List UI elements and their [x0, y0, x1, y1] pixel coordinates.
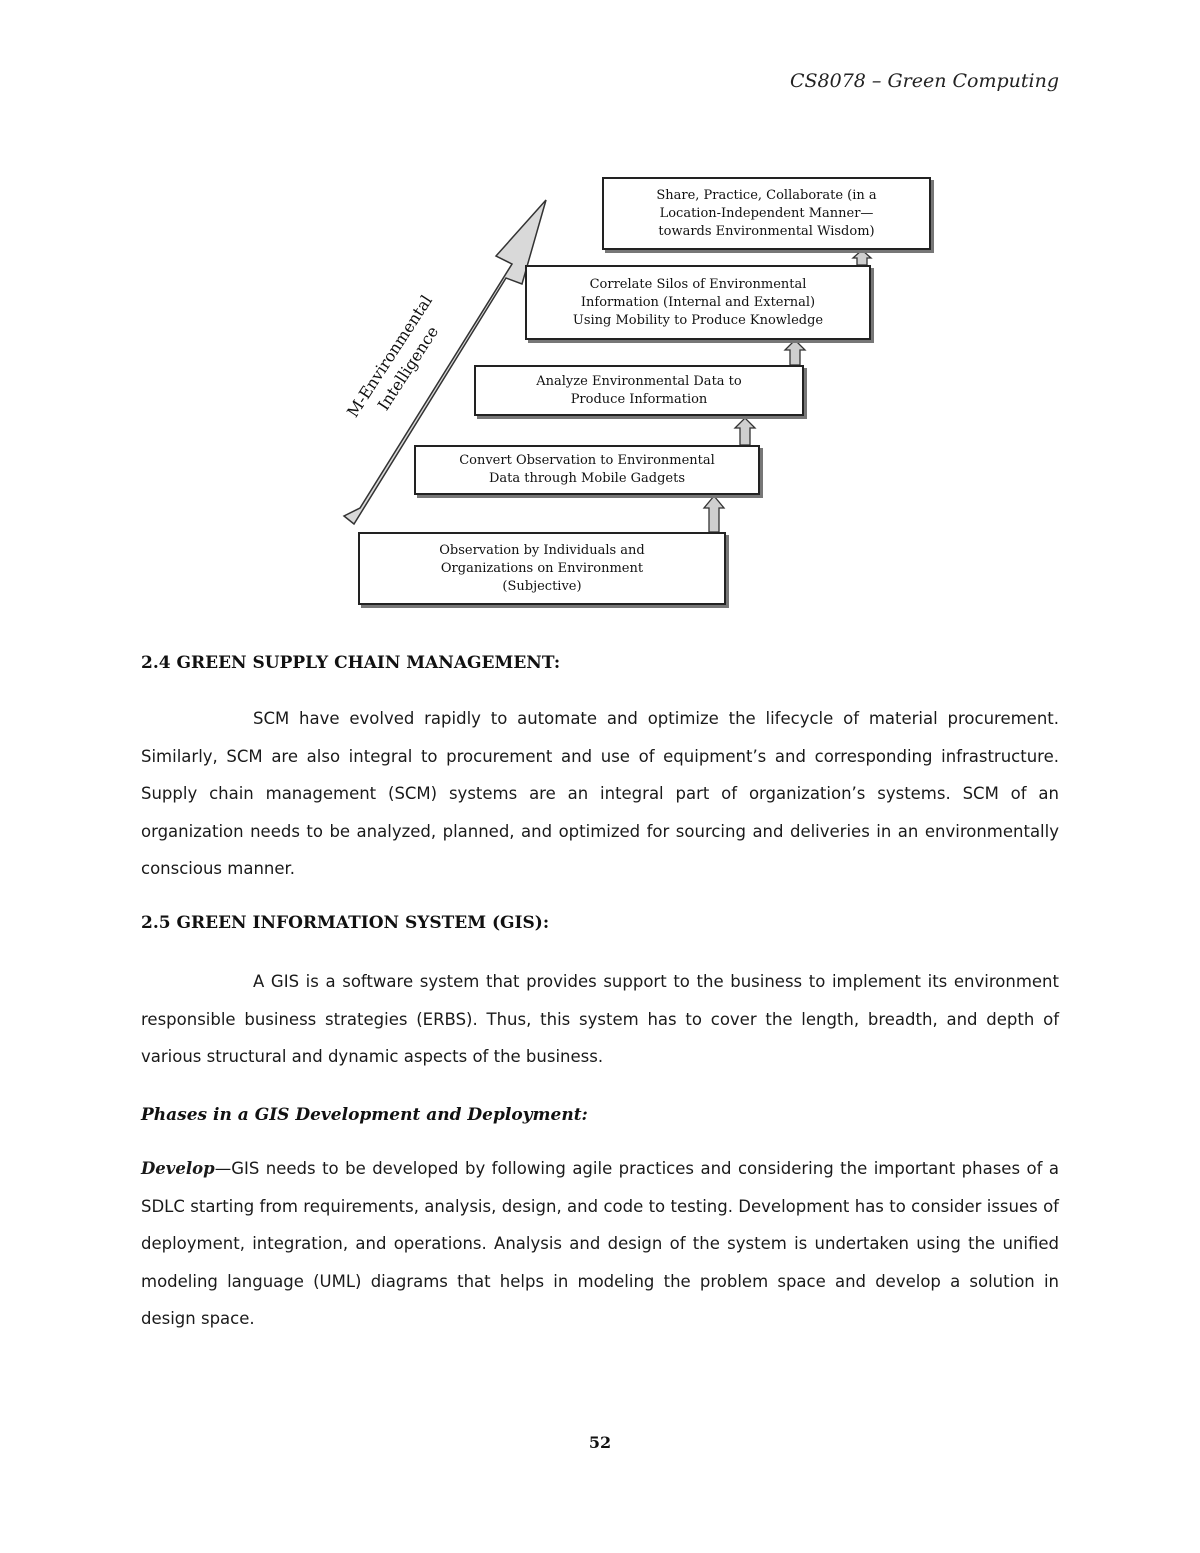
- step-text: Analyze Environmental Data to Produce Information: [536, 373, 742, 407]
- axis-label: M-Environmental Intelligence: [342, 291, 443, 421]
- section-heading-gis: 2.5 GREEN INFORMATION SYSTEM (GIS):: [141, 913, 550, 933]
- step-box-observation: [358, 532, 726, 605]
- section-heading-green-scm: 2.4 GREEN SUPPLY CHAIN MANAGEMENT:: [141, 653, 561, 673]
- section-body-green-scm: [141, 700, 1059, 888]
- step-box-convert: [414, 445, 760, 495]
- body-text: GIS needs to be developed by following agile practices and considering the important phases of a SDLC starting from requirements, analysis, design, and code to testing. Development has to consider issues of deployment, integration, and operations. Analysis and design of the system is undertaken using the unified modeling language (UML) diagrams that helps in modeling the problem space and develop a solution in design space.: [141, 1159, 1059, 1328]
- step-text: Correlate Silos of Environmental Information (Internal and External) Using Mobility to Produce Knowledge: [572, 276, 824, 328]
- m-environmental-intelligence-diagram: [0, 0, 1200, 640]
- develop-term: Develop: [141, 1159, 215, 1178]
- step-text: Observation by Individuals and Organizations on Environment (Subjective): [439, 542, 645, 594]
- body-text: A GIS is a software system that provides support to the business to implement its environment responsible business strategies (ERBS). Thus, this system has to cover the length, breadth, and depth of various structural and dynamic aspects of the business.: [141, 972, 1059, 1066]
- phases-heading: Phases in a GIS Development and Deployment:: [141, 1105, 588, 1125]
- running-header: CS8078 – Green Computing: [789, 70, 1059, 92]
- step-box-analyze: [474, 365, 804, 416]
- develop-paragraph: [141, 1150, 1059, 1338]
- step-text: Share, Practice, Collaborate (in a Location-Independent Manner— towards Environmental Wisdom): [656, 187, 877, 239]
- develop-dash: —: [214, 1159, 232, 1178]
- step-box-share: [602, 177, 931, 250]
- step-box-correlate: [525, 265, 871, 340]
- page-number: 52: [588, 1433, 612, 1452]
- body-text: SCM have evolved rapidly to automate and optimize the lifecycle of material procurement. Similarly, SCM are also integral to procurement and use of equipment’s and corresponding infrastructure. Supply chain management (SCM) systems are an integral part of organization’s systems. SCM of an organization needs to be analyzed, planned, and optimized for sourcing and deliveries in an environmentally conscious manner.: [141, 709, 1059, 878]
- step-text: Convert Observation to Environmental Data through Mobile Gadgets: [459, 453, 715, 486]
- section-body-gis: [141, 963, 1059, 1076]
